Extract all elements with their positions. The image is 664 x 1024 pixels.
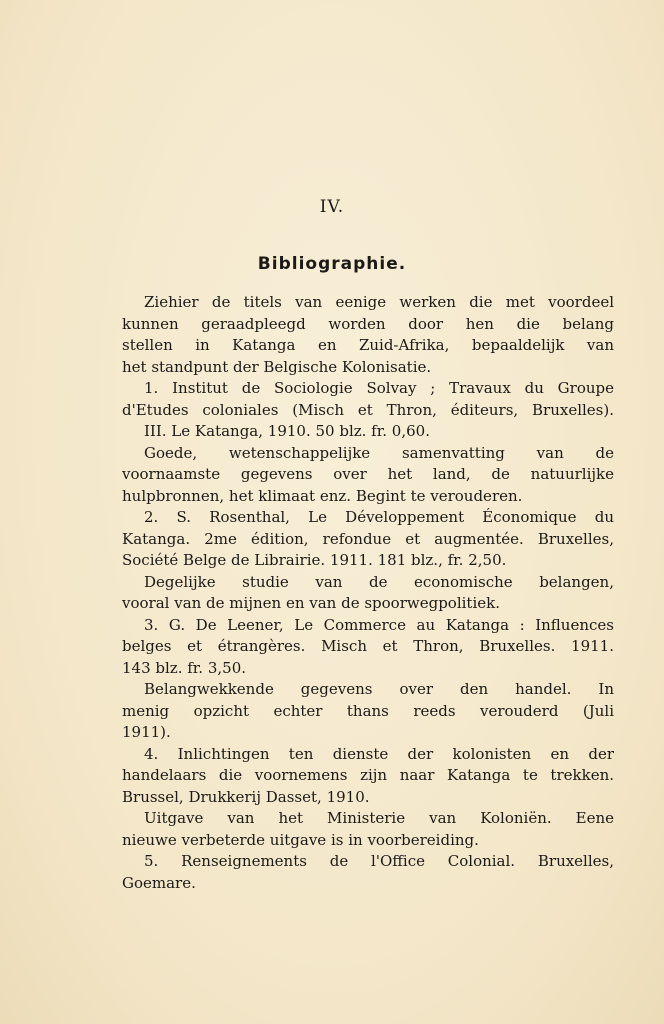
text-line: III. Le Katanga, 1910. 50 blz. fr. 0,60. bbox=[144, 422, 430, 440]
text-line: 143 blz. fr. 3,50. bbox=[122, 658, 247, 677]
text-line: stellen in Katanga en Zuid-Afrika, bepaaldelijk van bbox=[122, 336, 614, 354]
chapter-number: IV. bbox=[319, 197, 345, 217]
text-line: handelaars die voornemens zijn naar Katanga te trekken. bbox=[122, 766, 614, 784]
page-title: Bibliographie. bbox=[257, 254, 407, 274]
text-line: Uitgave van het Ministerie van Koloniën. Eene bbox=[144, 809, 614, 827]
text-line: 4. Inlichtingen ten dienste der kolonisten en der bbox=[144, 744, 614, 763]
text-line: vooral van de mijnen en van de spoorwegpolitiek. bbox=[122, 594, 500, 612]
text-line: Brussel, Drukkerij Dasset, 1910. bbox=[122, 787, 370, 806]
text-line: 2. S. Rosenthal, Le Développement Économique du bbox=[144, 508, 614, 526]
text-line: voornaamste gegevens over het land, de natuurlijke bbox=[122, 465, 614, 483]
text-line: menig opzicht echter thans reeds verouderd (Juli bbox=[122, 701, 614, 720]
text-line: belges et étrangères. Misch et Thron, Bruxelles. 1911. bbox=[122, 637, 614, 655]
text-line: 1911). bbox=[122, 723, 171, 741]
bibliography-body bbox=[122, 292, 614, 894]
text-line: kunnen geraadpleegd worden door hen die belang bbox=[122, 314, 614, 333]
text-line: Société Belge de Librairie. 1911. 181 blz., fr. 2,50. bbox=[122, 551, 507, 569]
text-line: hulpbronnen, het klimaat enz. Begint te verouderen. bbox=[122, 486, 523, 505]
text-line: Goemare. bbox=[122, 873, 196, 892]
text-line: Ziehier de titels van eenige werken die met voordeel bbox=[144, 293, 614, 311]
text-line: 5. Renseignements de l'Office Colonial. Bruxelles, bbox=[144, 852, 614, 870]
text-line: 3. G. De Leener, Le Commerce au Katanga : Influences bbox=[144, 615, 614, 634]
text-line: d'Etudes coloniales (Misch et Thron, éditeurs, Bruxelles). bbox=[122, 400, 614, 419]
text-line: nieuwe verbeterde uitgave is in voorbereiding. bbox=[122, 830, 479, 849]
text-line: het standpunt der Belgische Kolonisatie. bbox=[122, 357, 432, 376]
text-line: 1. Institut de Sociologie Solvay ; Travaux du Groupe bbox=[144, 379, 614, 397]
text-line: Degelijke studie van de economische belangen, bbox=[144, 572, 614, 591]
text-line: Goede, wetenschappelijke samenvatting van de bbox=[144, 443, 614, 462]
text-line: Belangwekkende gegevens over den handel. In bbox=[144, 680, 614, 698]
text-line: Katanga. 2me édition, refondue et augmentée. Bruxelles, bbox=[122, 529, 614, 548]
